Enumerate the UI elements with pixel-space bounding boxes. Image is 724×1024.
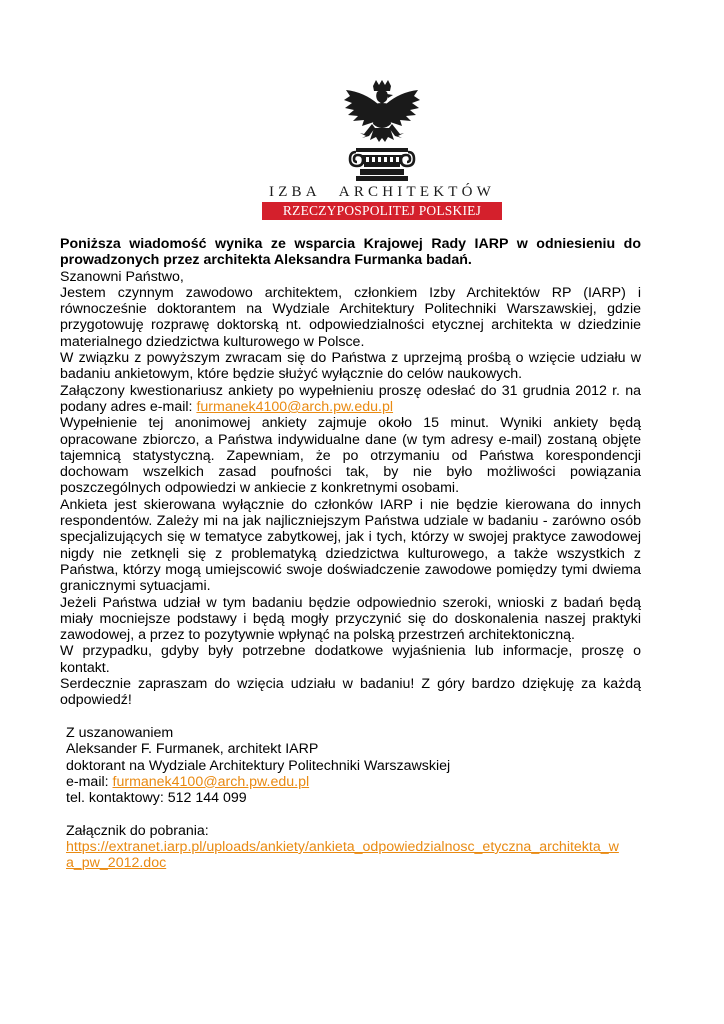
- paragraph-6: Jeżeli Państwa udział w tym badaniu będzie odpowiednio szeroki, wnioski z badań będą miały mocniejsze podstawy i będą mogły przyczynić się do doskonalenia naszej praktyki zawodowej, a przez to pozytywnie wpłynąć na polską przestrzeń architektoniczną.: [60, 594, 641, 644]
- paragraph-1: Jestem czynnym zawodowo architektem, członkiem Izby Architektów RP (IARP) i równocześnie doktorantem na Wydziale Architektury Politechniki Warszawskiej, gdzie przygotowuję rozprawę doktorską nt. odpowiedzialności etycznej architekta w dziedzinie materialnego dziedzictwa kulturowego w Polsce.: [60, 284, 641, 350]
- intro-paragraph: Poniższa wiadomość wynika ze wsparcia Krajowej Rady IARP w odniesieniu do prowadzonych przez architekta Aleksandra Furmanka badań.: [60, 236, 641, 269]
- attachment-link[interactable]: [66, 839, 619, 871]
- org-subtitle-band: RZECZYPOSPOLITEJ POLSKIEJ: [262, 202, 502, 220]
- attachment-label: Załącznik do pobrania:: [66, 822, 209, 839]
- spacer: [66, 806, 641, 822]
- paragraph-3-text: Załączony kwestionariusz ankiety po wypełnieniu proszę odesłać do 31 grudnia 2012 r. na podany adres e-mail:: [60, 382, 641, 415]
- org-name-word-2: ARCHITEKTÓW: [338, 184, 495, 200]
- attachment-url-line-1: https://extranet.iarp.pl/uploads/ankiety/ankieta_odpowiedzialnosc_etyczna_architekta_w: [66, 838, 619, 855]
- org-name: [262, 184, 502, 201]
- signature-block: [60, 725, 641, 872]
- email-label: e-mail:: [66, 773, 113, 790]
- paragraph-5: Ankieta jest skierowana wyłącznie do członków IARP i nie będzie kierowana do innych respondentów. Zależy mi na jak najliczniejszym Państwa udziale w badaniu - zarówno osób specjalizujących się w tematyce zabytkowej, jak i tych, którzy w swojej praktyce zawodowej nigdy nie zetknęli się z problematyką dziedzictwa kulturowego, a także wszystkich z Państwa, którzy mogą umiejscowić swoje doświadczenie zawodowe pomiędzy tymi dwiema granicznymi sytuacjami.: [60, 496, 641, 595]
- closing: Z uszanowaniem: [66, 724, 174, 741]
- signer-email-line: [66, 774, 641, 790]
- signature-email-link[interactable]: furmanek4100@arch.pw.edu.pl: [112, 773, 310, 790]
- salutation: Szanowni Państwo,: [60, 268, 184, 285]
- attachment-url-line-2: a_pw_2012.doc: [66, 855, 167, 872]
- attachment-link-line: [66, 839, 641, 872]
- org-name-word-1: IZBA: [269, 184, 321, 200]
- paragraph-2: W związku z powyższym zwracam się do Państwa z uprzejmą prośbą o wzięcie udziału w badaniu ankietowym, które będzie służyć wyłącznie do celów naukowych.: [60, 350, 641, 383]
- paragraph-7: W przypadku, gdyby były potrzebne dodatkowe wyjaśnienia lub informacje, proszę o kontakt.: [60, 643, 641, 676]
- spacer: [60, 709, 641, 725]
- eagle-emblem-icon: [342, 80, 422, 182]
- paragraph-3: [60, 383, 641, 416]
- letter-body: [60, 236, 641, 872]
- paragraph-8: Serdecznie zapraszam do wzięcia udziału w badaniu! Z góry bardzo dziękuję za każdą odpowiedź!: [60, 676, 641, 709]
- signer-phone: tel. kontaktowy: 512 144 099: [66, 790, 247, 807]
- paragraph-4: Wypełnienie tej anonimowej ankiety zajmuje około 15 minut. Wyniki ankiety będą opracowane zbiorczo, a Państwa indywidualne dane (w tym adresy e-mail) zostaną objęte tajemnicą statystyczną. Zapewniam, że po otrzymaniu od Państwa korespondencji dochowam wszelkich zasad poufności tak, by nie było możliwości powiązania poszczególnych odpowiedzi w ankiecie z konkretnymi osobami.: [60, 415, 641, 497]
- signer-name: Aleksander F. Furmanek, architekt IARP: [66, 741, 319, 758]
- signer-affiliation: doktorant na Wydziale Architektury Politechniki Warszawskiej: [66, 757, 451, 774]
- email-link[interactable]: furmanek4100@arch.pw.edu.pl: [196, 398, 394, 415]
